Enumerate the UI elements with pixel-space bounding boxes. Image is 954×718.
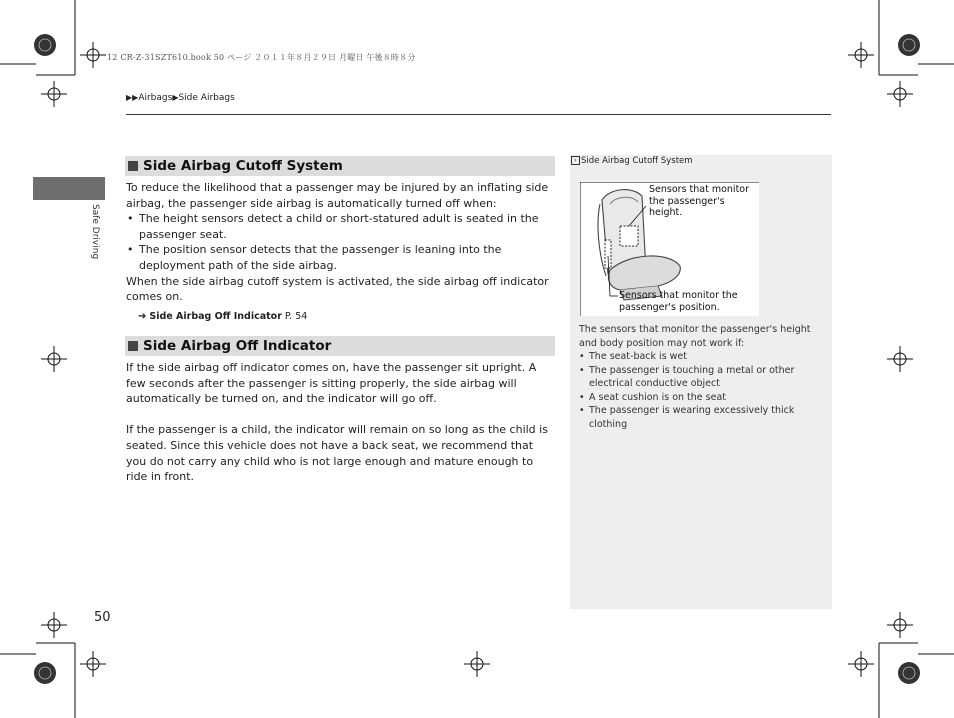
closing-paragraph: When the side airbag cutoff system is activated, the side airbag off indicator comes on.	[126, 274, 549, 304]
intro-paragraph: To reduce the likelihood that a passenger may be injured by an inflating side airbag, the passenger side airbag is automatically turned off when:	[126, 181, 549, 210]
paragraph: If the side airbag off indicator comes on, have the passenger sit upright. A few seconds after the passenger is sitting properly, the side airbag will automatically be turned on, and the indicator will go off.	[126, 361, 537, 406]
cross-reference-link[interactable]	[126, 309, 556, 325]
reference-label: Side Airbag Off Indicator	[149, 310, 282, 322]
breadcrumb-item-side-airbags[interactable]: Side Airbags	[178, 93, 235, 103]
section-square-icon	[128, 341, 138, 351]
page-number: 50	[94, 610, 111, 625]
paragraph: If the passenger is a child, the indicator will remain on so long as the child is seated. Since this vehicle does not have a back seat, we recommend that you do not carry any child who is not large enough and mature enough to ride in front.	[126, 423, 548, 484]
list-item: • The position sensor detects that the passenger is leaning into the deployment path of the side airbag.	[126, 242, 556, 273]
list-item: • A seat cushion is on the seat	[579, 391, 829, 405]
section-header-cutoff	[125, 156, 555, 176]
section-square-icon	[128, 161, 138, 171]
breadcrumb-arrow-icon: ▶▶	[126, 93, 139, 102]
section-body-cutoff	[126, 180, 556, 324]
list-item: • The seat-back is wet	[579, 350, 829, 364]
condition-list	[126, 211, 556, 273]
section-title: Side Airbag Off Indicator	[143, 338, 332, 354]
note-box-icon: ›	[571, 156, 580, 165]
section-body-indicator	[126, 360, 556, 485]
reference-arrow-icon: ➔	[138, 310, 147, 322]
breadcrumb-arrow-icon: ▶	[172, 93, 179, 102]
chapter-tab	[33, 177, 105, 200]
callout-position-sensors: Sensors that monitor the passenger's position.	[619, 290, 738, 313]
side-note-text	[579, 323, 829, 431]
list-item: • The passenger is touching a metal or other electrical conductive object	[579, 364, 829, 391]
reference-page: P. 54	[284, 310, 308, 322]
list-item: • The passenger is wearing excessively thick clothing	[579, 404, 829, 431]
section-header-indicator	[125, 336, 555, 356]
print-info: 12 CR-Z-31SZT610.book 50 ページ ２０１１年８月２９日 月曜日 午後８時８分	[107, 53, 416, 62]
side-note-heading: › Side Airbag Cutoff System	[571, 156, 693, 166]
section-title: Side Airbag Cutoff System	[143, 158, 343, 174]
list-item: • The height sensors detect a child or short-statured adult is seated in the passenger seat.	[126, 211, 556, 242]
chapter-label: Safe Driving	[90, 204, 100, 260]
breadcrumb-item-airbags[interactable]: Airbags	[138, 93, 173, 103]
callout-height-sensors: Sensors that monitor the passenger's height.	[649, 184, 750, 218]
header-rule	[126, 114, 831, 115]
note-list	[579, 350, 829, 431]
breadcrumb	[126, 93, 235, 103]
note-intro: The sensors that monitor the passenger's height and body position may not work if:	[579, 324, 811, 349]
